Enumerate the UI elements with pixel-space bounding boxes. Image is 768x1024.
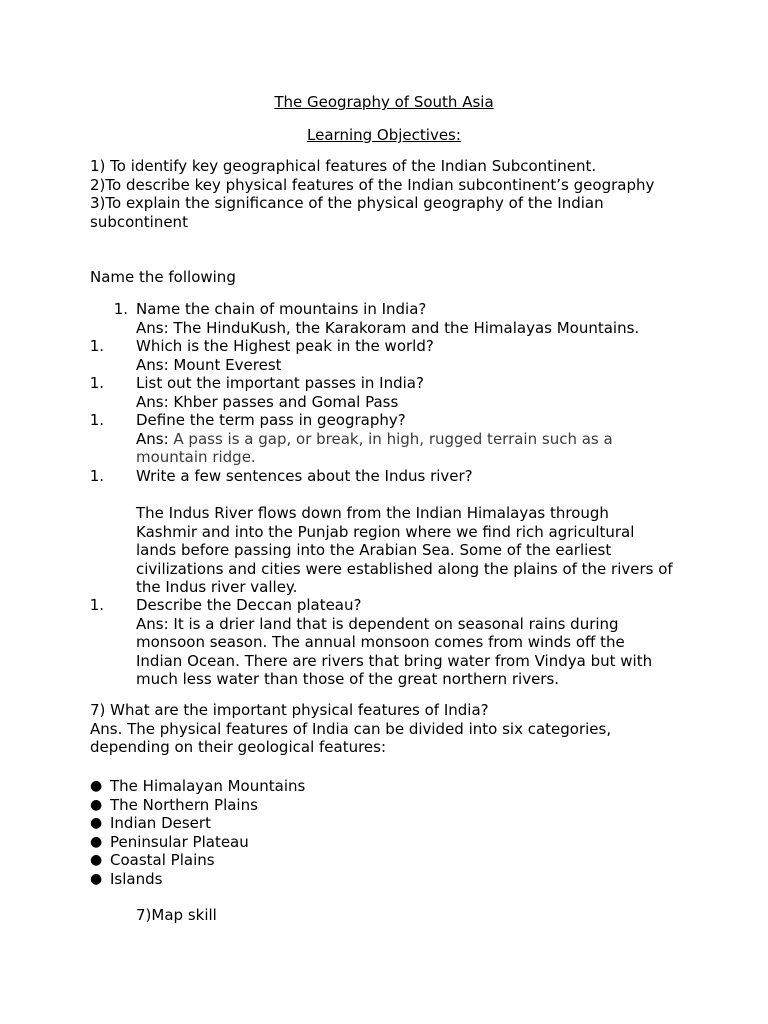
bullet-icon: ●: [90, 778, 103, 794]
section-heading: Name the following: [90, 268, 236, 286]
question-block: [136, 374, 696, 411]
indus-paragraph: [136, 504, 696, 597]
bullet-icon: ●: [90, 796, 103, 813]
question-text: List out the important passes in India?: [136, 374, 424, 392]
bullet-icon: ●: [90, 870, 103, 887]
bullet-icon: ●: [90, 852, 103, 869]
question-number: 1.: [113, 300, 128, 318]
question-number: 1.: [89, 374, 104, 392]
objective-line: 3)To explain the significance of the physical geography of the Indian: [90, 194, 604, 213]
question-number: 1.: [89, 596, 104, 614]
document-title: The Geography of South Asia: [274, 93, 494, 111]
paragraph-line: The Indus River flows down from the Indian Himalayas through: [136, 504, 609, 522]
answer-line: monsoon season. The annual monsoon comes from winds off the: [136, 633, 625, 652]
list-item: ● Coastal Plains: [90, 851, 215, 870]
list-item: ● Islands: [90, 869, 163, 888]
objective-line: subcontinent: [90, 212, 188, 231]
answer-line: Ans: It is a drier land that is dependent on seasonal rains during: [136, 614, 619, 633]
bullet-icon: ●: [90, 833, 103, 850]
objective-line: 2)To describe key physical features of the Indian subcontinent’s geography: [90, 175, 655, 194]
paragraph-line: civilizations and cities were established along the plains of the rivers of: [136, 559, 673, 578]
features-list: [90, 777, 690, 889]
question-block: [136, 300, 696, 337]
question-number: 1.: [89, 337, 104, 355]
question-text: Name the chain of mountains in India?: [136, 300, 427, 318]
answer-text: Ans: The HinduKush, the Karakoram and the Himalayas Mountains.: [136, 318, 640, 337]
objectives-heading: Learning Objectives:: [307, 126, 461, 144]
question-text: Which is the Highest peak in the world?: [136, 337, 434, 355]
bullet-icon: ●: [90, 815, 103, 832]
paragraph-line: lands before passing into the Arabian Sea. Some of the earliest: [136, 541, 612, 560]
map-skill-heading: 7)Map skill: [136, 906, 217, 924]
question-block: [136, 467, 696, 486]
answer-continuation: mountain ridge.: [136, 448, 256, 467]
paragraph-line: the Indus river valley.: [136, 578, 298, 597]
objectives-list: [90, 157, 690, 231]
answer-text: [136, 430, 696, 449]
question-text: Describe the Deccan plateau?: [136, 596, 362, 614]
question-number: 1.: [89, 411, 104, 429]
answer-line: Indian Ocean. There are rivers that bring water from Vindya but with: [136, 651, 653, 670]
answer-body: A pass is a gap, or break, in high, rugged terrain such as a: [173, 429, 613, 448]
answer-line: Ans. The physical features of India can be divided into six categories,: [90, 719, 612, 738]
answer-text: Ans: Mount Everest: [136, 355, 282, 374]
question-text: Define the term pass in geography?: [136, 411, 406, 429]
answer-line: depending on their geological features:: [90, 738, 387, 757]
question-block: [136, 337, 696, 374]
answer-prefix: Ans:: [136, 429, 174, 448]
list-item: ● Indian Desert: [90, 814, 211, 833]
list-item: ● Peninsular Plateau: [90, 832, 249, 851]
list-item: ● The Himalayan Mountains: [90, 777, 306, 795]
answer-line: much less water than those of the great northern rivers.: [136, 670, 560, 689]
answer-text: Ans: Khber passes and Gomal Pass: [136, 392, 399, 411]
question-text: 7) What are the important physical features of India?: [90, 701, 489, 719]
question-number: 1.: [89, 467, 104, 485]
question-text: Write a few sentences about the Indus river?: [136, 467, 473, 485]
question-7: [90, 701, 690, 757]
question-block: [136, 411, 696, 467]
question-block: [136, 596, 696, 689]
paragraph-line: Kashmir and into the Punjab region where we find rich agricultural: [136, 522, 635, 541]
list-item: ● The Northern Plains: [90, 795, 258, 814]
objective-line: 1) To identify key geographical features of the Indian Subcontinent.: [90, 157, 597, 175]
